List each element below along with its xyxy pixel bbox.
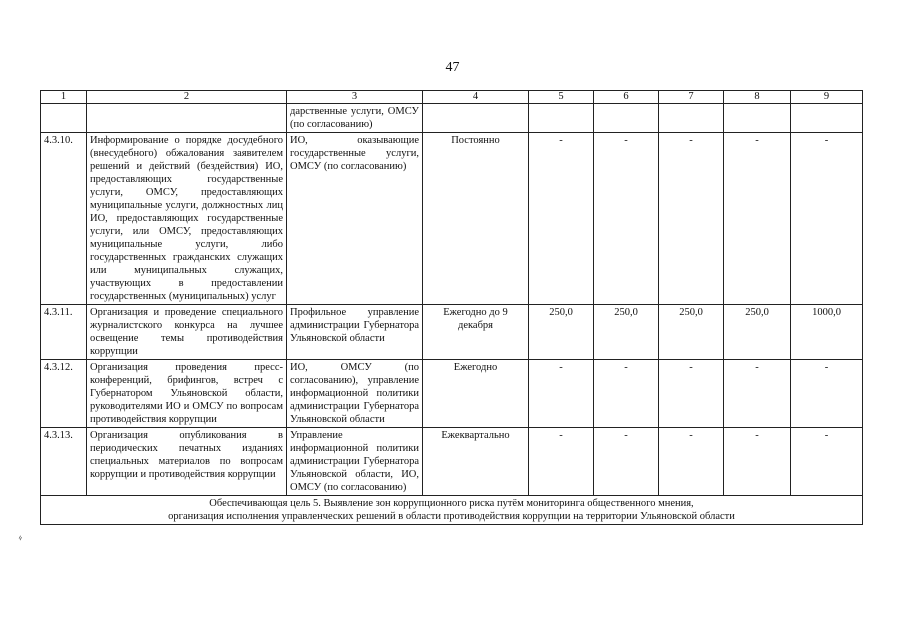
measures-table xyxy=(40,90,863,525)
table-row xyxy=(41,133,863,305)
value-5 xyxy=(529,104,594,133)
value-7: - xyxy=(659,428,724,496)
value-9: 1000,0 xyxy=(791,305,863,360)
value-5: - xyxy=(529,133,594,305)
measure-description: Организация проведения пресс-конференций, брифингов, встреч с Губернатором Ульяновской области, руководителями ИО и ОМСУ по вопросам противодействия коррупции xyxy=(87,360,287,428)
value-8: - xyxy=(724,428,791,496)
term: Ежегодно до 9 декабря xyxy=(423,305,529,360)
value-6: - xyxy=(594,428,659,496)
term xyxy=(423,104,529,133)
executor: дарственные услуги, ОМСУ (по согласованию) xyxy=(287,104,423,133)
table-row xyxy=(41,360,863,428)
value-6 xyxy=(594,104,659,133)
column-header: 1 xyxy=(41,91,87,104)
value-9 xyxy=(791,104,863,133)
value-5: - xyxy=(529,428,594,496)
value-6: 250,0 xyxy=(594,305,659,360)
executor: ИО, оказывающие государственные услуги, ОМСУ (по согласованию) xyxy=(287,133,423,305)
footer-line-1: Обеспечивающая цель 5. Выявление зон коррупционного риска путём мониторинга общественного мнения, xyxy=(209,498,694,509)
measure-description: Организация и проведение специального журналистского конкурса на лучшее освещение темы противодействия коррупции xyxy=(87,305,287,360)
value-7: 250,0 xyxy=(659,305,724,360)
value-8: 250,0 xyxy=(724,305,791,360)
footer-line-2: организация исполнения управленческих решений в области противодействия коррупции на территории Ульяновской области xyxy=(168,511,735,522)
margin-mark-icon: ⸗ xyxy=(14,530,26,544)
table-row xyxy=(41,428,863,496)
measure-description: Организация опубликования в периодических печатных изданиях специальных материалов по вопросам коррупции и противодействия коррупции xyxy=(87,428,287,496)
value-9: - xyxy=(791,360,863,428)
measure-description: Информирование о порядке досудебного (внесудебного) обжалования заявителем решений и действий (бездействия) ИО, предоставляющих государственные услуги, ОМСУ, предоставляющих муниципальные услуги, должностных лиц ИО, предоставляющих государственные услуги, или ОМСУ, предоставляющих муниципальные услуги, либо государственных гражданских служащих или муниципальных служащих, участвующих в предоставлении государственных (муниципальных) услуг xyxy=(87,133,287,305)
executor: Профильное управление администрации Губернатора Ульяновской области xyxy=(287,305,423,360)
table-row xyxy=(41,104,863,133)
row-number xyxy=(41,104,87,133)
value-6: - xyxy=(594,360,659,428)
row-number: 4.3.11. xyxy=(41,305,87,360)
value-6: - xyxy=(594,133,659,305)
term: Ежегодно xyxy=(423,360,529,428)
value-8: - xyxy=(724,360,791,428)
value-9: - xyxy=(791,428,863,496)
value-7: - xyxy=(659,133,724,305)
term: Постоянно xyxy=(423,133,529,305)
section-footer-row xyxy=(41,496,863,525)
value-5: 250,0 xyxy=(529,305,594,360)
executor: ИО, ОМСУ (по согласованию), управление информационной политики администрации Губернатора Ульяновской области xyxy=(287,360,423,428)
column-header: 7 xyxy=(659,91,724,104)
column-header: 5 xyxy=(529,91,594,104)
value-5: - xyxy=(529,360,594,428)
term: Ежеквартально xyxy=(423,428,529,496)
row-number: 4.3.12. xyxy=(41,360,87,428)
column-header-row xyxy=(41,91,863,104)
column-header: 9 xyxy=(791,91,863,104)
value-8: - xyxy=(724,133,791,305)
value-7: - xyxy=(659,360,724,428)
column-header: 2 xyxy=(87,91,287,104)
value-7 xyxy=(659,104,724,133)
column-header: 3 xyxy=(287,91,423,104)
row-number: 4.3.13. xyxy=(41,428,87,496)
executor: Управление информационной политики администрации Губернатора Ульяновской области, ИО, ОМСУ (по согласованию) xyxy=(287,428,423,496)
value-8 xyxy=(724,104,791,133)
value-9: - xyxy=(791,133,863,305)
measure-description xyxy=(87,104,287,133)
column-header: 4 xyxy=(423,91,529,104)
column-header: 8 xyxy=(724,91,791,104)
page-number: 47 xyxy=(445,60,460,75)
table-row xyxy=(41,305,863,360)
section-footer xyxy=(41,496,863,525)
row-number: 4.3.10. xyxy=(41,133,87,305)
column-header: 6 xyxy=(594,91,659,104)
